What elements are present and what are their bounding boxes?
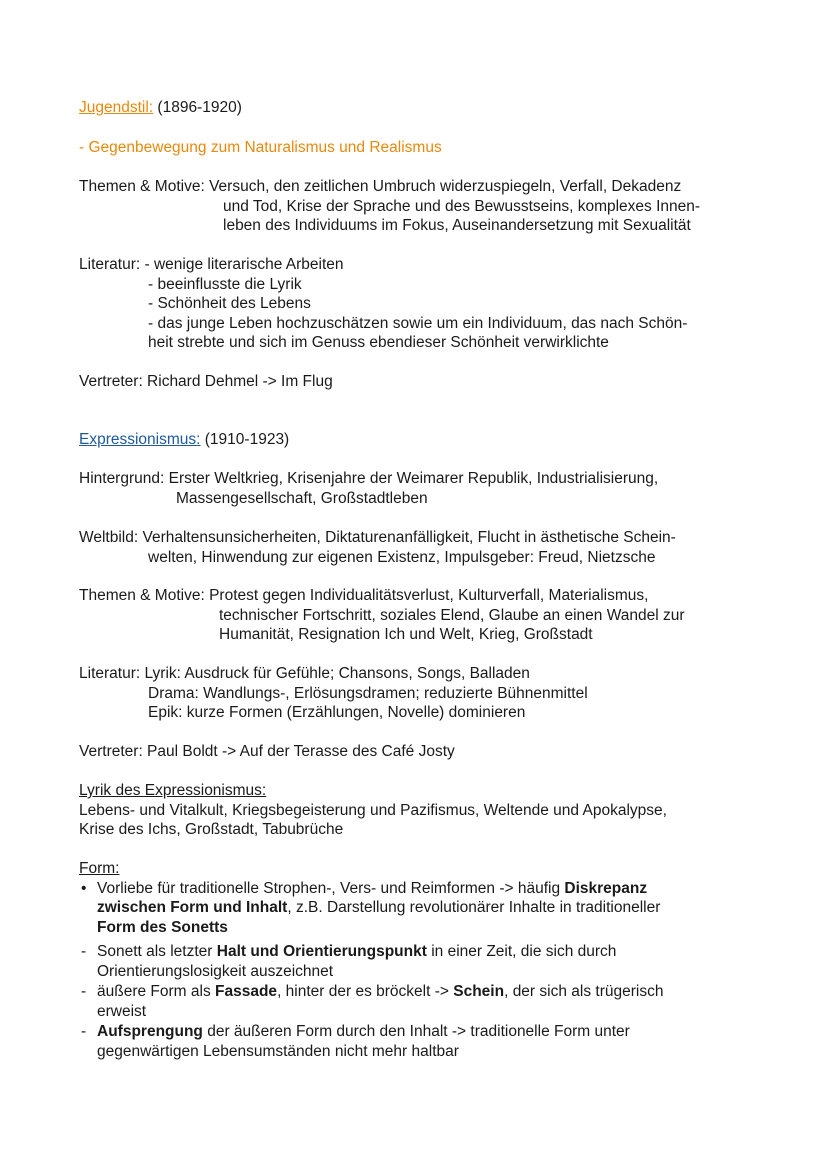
jugendstil-themen-line3: leben des Individuums im Fokus, Auseinandersetzung mit Sexualität xyxy=(223,217,691,234)
form-item-3-bold-a: Fassade xyxy=(215,983,278,1000)
jugendstil-literatur-line5: heit strebte und sich im Genuss ebendieser Schönheit verwirklichte xyxy=(148,334,609,351)
form-item-3-line1 xyxy=(97,982,663,1002)
gegenbewegung-text: Gegenbewegung zum Naturalismus und Realismus xyxy=(88,139,442,156)
form-heading: Form: xyxy=(79,860,120,877)
jugendstil-heading xyxy=(79,98,242,118)
form-item-1-line1 xyxy=(97,879,647,899)
expr-themen-line2: technischer Fortschritt, soziales Elend, Glaube an einen Wandel zur xyxy=(219,606,685,624)
expr-literatur-line3: Epik: kurze Formen (Erzählungen, Novelle) dominieren xyxy=(148,704,526,721)
form-item-3-text-a: äußere Form als xyxy=(97,983,216,1000)
form-item-2-line2: Orientierungslosigkeit auszeichnet xyxy=(97,962,334,980)
form-item-3-line2: erweist xyxy=(97,1002,147,1020)
form-item-1-text-b: , z.B. Darstellung revolutionärer Inhalte in traditioneller xyxy=(287,899,661,916)
lyrik-line2: Krise des Ichs, Großstadt, Tabubrüche xyxy=(79,821,344,838)
form-item-1-text-a: Vorliebe für traditionelle Strophen-, Vers- und Reimformen -> häufig xyxy=(97,879,565,897)
form-item-3-bold-b: Schein xyxy=(453,983,505,1000)
expr-literatur-line1 xyxy=(79,664,530,684)
expressionismus-years: (1910-1923) xyxy=(200,431,290,448)
jugendstil-themen-line1 xyxy=(79,177,681,197)
jugendstil-themen-line2: und Tod, Krise der Sprache und des Bewusstseins, komplexes Innen- xyxy=(223,197,701,215)
weltbild-label: Weltbild: xyxy=(79,529,143,546)
form-item-4-bold-a: Aufsprengung xyxy=(97,1023,203,1040)
hintergrund-line1 xyxy=(79,469,658,489)
jugendstil-years: (1896-1920) xyxy=(153,99,242,116)
weltbild-text: Verhaltensunsicherheiten, Diktaturenanfälligkeit, Flucht in ästhetische Schein- xyxy=(142,529,676,546)
form-item-1-bold-a: Diskrepanz xyxy=(564,879,648,897)
expr-themen-line3: Humanität, Resignation Ich und Welt, Krieg, Großstadt xyxy=(219,626,593,643)
form-item-4-line2: gegenwärtigen Lebensumständen nicht mehr haltbar xyxy=(97,1042,459,1060)
form-item-1-line3 xyxy=(97,918,228,938)
literatur-text: - wenige literarische Arbeiten xyxy=(144,256,344,273)
form-item-4-text-a: der äußeren Form durch den Inhalt -> traditionelle Form unter xyxy=(202,1023,630,1040)
form-item-2-text-b: in einer Zeit, die sich durch xyxy=(426,943,617,960)
expr-literatur-line2: Drama: Wandlungs-, Erlösungsdramen; reduzierte Bühnenmittel xyxy=(148,684,588,702)
hintergrund-text: Erster Weltkrieg, Krisenjahre der Weimarer Republik, Industrialisierung, xyxy=(168,470,659,487)
form-item-3-text-c: , der sich als trügerisch xyxy=(504,983,664,1000)
form-item-1-bold-c: Form des Sonetts xyxy=(97,918,228,936)
form-item-4-line1 xyxy=(97,1022,630,1042)
jugendstil-vertreter: Vertreter: Richard Dehmel -> Im Flug xyxy=(79,373,333,390)
jugendstil-gegenbewegung xyxy=(79,138,442,158)
expr-themen-label: Themen & Motive: xyxy=(79,587,210,604)
form-item-2-marker: - xyxy=(81,943,87,960)
expr-themen-text: Protest gegen Individualitätsverlust, Kulturverfall, Materialismus, xyxy=(209,587,649,604)
form-item-2-text-a: Sonett als letzter xyxy=(97,943,217,960)
jugendstil-literatur-line3: - Schönheit des Lebens xyxy=(148,295,311,312)
form-item-2-bold-a: Halt und Orientierungspunkt xyxy=(216,943,427,960)
expr-themen-line1 xyxy=(79,586,648,606)
lyrik-line1: Lebens- und Vitalkult, Kriegsbegeisterung und Pazifismus, Weltende und Apokalypse, xyxy=(79,801,667,819)
hintergrund-line2: Massengesellschaft, Großstadtleben xyxy=(176,489,428,507)
form-item-1-bold-b: zwischen Form und Inhalt xyxy=(97,899,288,916)
form-item-1-marker: • xyxy=(81,879,87,897)
weltbild-line2: welten, Hinwendung zur eigenen Existenz, Impulsgeber: Freud, Nietzsche xyxy=(148,548,656,566)
jugendstil-literatur-line1 xyxy=(79,255,344,275)
hintergrund-label: Hintergrund: xyxy=(79,470,169,487)
expressionismus-title: Expressionismus: xyxy=(79,431,201,448)
form-item-4-marker: - xyxy=(81,1023,87,1040)
expr-vertreter: Vertreter: Paul Boldt -> Auf der Terasse des Café Josty xyxy=(79,743,455,760)
gegenbewegung-dash: - xyxy=(79,139,89,156)
expr-literatur-label: Literatur: xyxy=(79,665,145,682)
jugendstil-literatur-line2: - beeinflusste die Lyrik xyxy=(148,275,302,293)
lyrik-heading: Lyrik des Expressionismus: xyxy=(79,782,267,799)
form-item-2-line1 xyxy=(97,942,616,962)
literatur-label: Literatur: xyxy=(79,256,145,273)
themen-label: Themen & Motive: xyxy=(79,178,210,195)
form-item-3-marker: - xyxy=(81,983,87,1000)
weltbild-line1 xyxy=(79,528,676,548)
form-item-3-text-b: , hinter der es bröckelt -> xyxy=(277,983,454,1000)
jugendstil-literatur-line4: - das junge Leben hochzuschätzen sowie um ein Individuum, das nach Schön- xyxy=(148,314,688,332)
jugendstil-title: Jugendstil: xyxy=(79,99,154,116)
expressionismus-heading xyxy=(79,430,289,450)
expr-literatur-text: Lyrik: Ausdruck für Gefühle; Chansons, Songs, Balladen xyxy=(144,665,530,682)
form-item-1-line2 xyxy=(97,898,660,918)
themen-text: Versuch, den zeitlichen Umbruch widerzuspiegeln, Verfall, Dekadenz xyxy=(209,178,682,195)
